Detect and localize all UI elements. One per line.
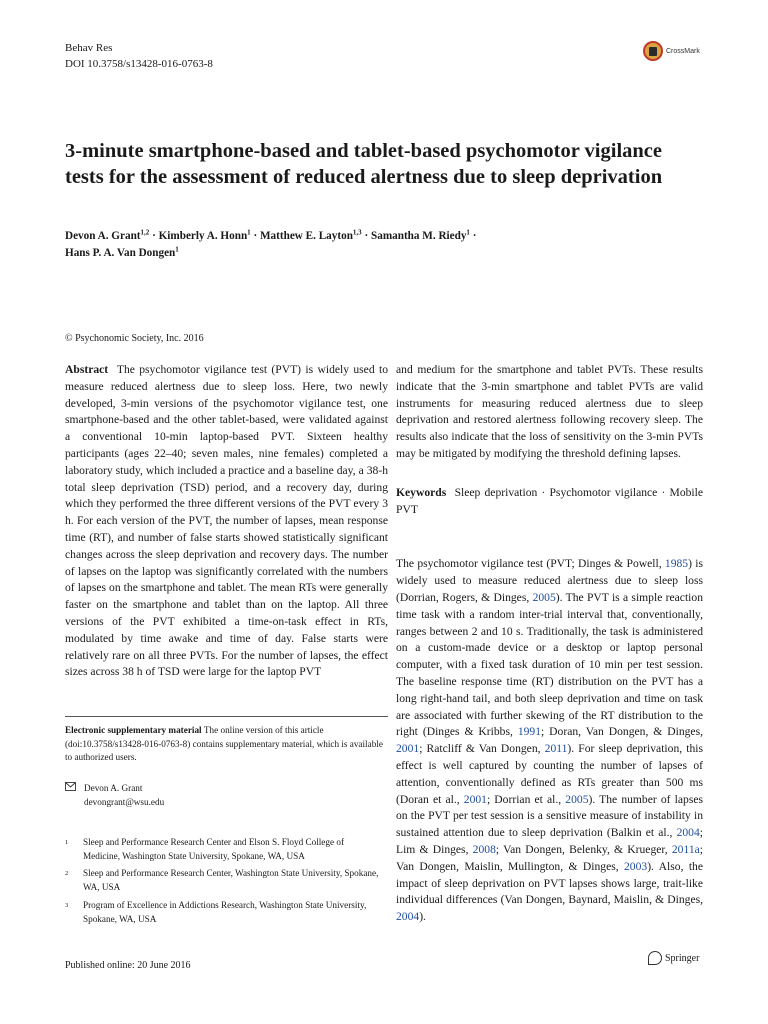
springer-horse-icon bbox=[648, 951, 662, 965]
abstract-paragraph bbox=[65, 362, 388, 681]
author-name[interactable]: Hans P. A. Van Dongen bbox=[65, 247, 176, 259]
keywords-text: Sleep deprivation · Psychomotor vigilance · Mobile PVT bbox=[396, 485, 704, 516]
author-name[interactable]: Devon A. Grant bbox=[65, 230, 141, 242]
affiliation-number: 3 bbox=[65, 902, 69, 909]
abstract-left-column bbox=[65, 362, 388, 681]
author-name[interactable]: Kimberly A. Honn bbox=[158, 230, 248, 242]
intro-text: ; Dorrian et al., bbox=[486, 792, 566, 806]
keywords-paragraph bbox=[396, 485, 703, 519]
citation-link[interactable]: 2003 bbox=[624, 859, 648, 873]
publisher-logo[interactable] bbox=[648, 951, 699, 965]
intro-text: ) is widely used to measure reduced alertness due to sleep loss (Dorrian, Rogers, & Dinges, bbox=[396, 557, 703, 604]
correspondence-email[interactable]: devongrant@wsu.edu bbox=[84, 796, 165, 807]
esm-text: The online version of this article (doi:10.3758/s13428-016-0763-8) contains supplementary material, which is available to authorized users. bbox=[65, 725, 383, 762]
author-affiliation: 1 bbox=[247, 228, 251, 237]
citation-link[interactable]: 2008 bbox=[472, 842, 496, 856]
citation-link[interactable]: 1985 bbox=[664, 557, 689, 571]
author-affiliation: 1 bbox=[175, 245, 179, 254]
intro-text: ; Van Dongen, Maislin, Mullington, & Dinges, bbox=[396, 842, 704, 873]
publisher-name: Springer bbox=[665, 952, 700, 964]
footnote-divider bbox=[65, 716, 388, 717]
citation-link[interactable]: 2011 bbox=[544, 742, 568, 756]
doi-line: DOI 10.3758/s13428-016-0763-8 bbox=[65, 58, 213, 70]
intro-text: ). The PVT is a simple reaction time task with a random inter-trial interval that, conventionally, ranges between 2 and 10 s. Traditionally, the task is administered on a custom-made device or a desktop or laptop personal computer, with a fixed task duration of 10 min per test session. The baseline response time (RT) distribution on the PVT has a long right-hand tail, and both sleep deprivation and time on task are associated with further skewing of the RT distribution to the right (Dinges & Kribbs, bbox=[396, 590, 703, 739]
affiliation-text: Sleep and Performance Research Center, Washington State University, Spokane, WA, USA bbox=[83, 868, 379, 892]
published-date: Published online: 20 June 2016 bbox=[65, 960, 191, 971]
citation-link[interactable]: 2005 bbox=[532, 590, 556, 604]
author-list: Devon A. Grant$^{1,2}$ · Kimberly A. Honn$^1$ · Matthew E. Layton$^{1,3}$ · Samantha M. Riedy$^1$ · Hans P. A. Van Dongen$^1$ bbox=[65, 228, 477, 259]
abstract-continuation: and medium for the smartphone and tablet PVTs. These results indicate that the 3-min smartphone and tablet PVTs are valid instruments for measuring reduced alertness due to sleep deprivation and restored alertness following recovery sleep. The results also indicate that the loss of sensitivity on the 3-min PVTs may be mitigated by modifying the threshold defining lapses. bbox=[396, 363, 703, 460]
introduction-paragraph bbox=[396, 556, 703, 926]
crossmark-icon bbox=[643, 41, 663, 61]
correspondence-block bbox=[65, 782, 164, 809]
author-affiliation: 1,2 bbox=[140, 228, 150, 237]
article-title: 3-minute smartphone-based and tablet-based psychomotor vigilance tests for the assessment of reduced alertness due to sleep deprivation bbox=[65, 140, 663, 188]
author-name[interactable]: Matthew E. Layton bbox=[260, 230, 353, 242]
intro-text: ; Van Dongen, Belenky, & Krueger, bbox=[495, 842, 672, 856]
esm-heading: Electronic supplementary material bbox=[65, 725, 202, 735]
supplementary-note bbox=[65, 724, 388, 765]
affiliation-text: Program of Excellence in Addictions Research, Washington State University, Spokane, WA, USA bbox=[83, 900, 367, 924]
intro-text: ). For sleep deprivation, this effect is well captured by counting the number of lapses of attention, conventionally defined as RTs greater than 500 ms (Doran et al., bbox=[396, 742, 704, 806]
affiliation-text: Sleep and Performance Research Center and Elson S. Floyd College of Medicine, Washington State University, Spokane, WA, USA bbox=[83, 837, 345, 861]
copyright-notice: © Psychonomic Society, Inc. 2016 bbox=[65, 333, 204, 344]
author-name[interactable]: Samantha M. Riedy bbox=[371, 230, 467, 242]
intro-text: The psychomotor vigilance test (PVT; Dinges & Powell, bbox=[396, 557, 665, 571]
citation-link[interactable]: 2005 bbox=[565, 792, 589, 806]
intro-text: ). bbox=[419, 910, 426, 924]
affiliation-item bbox=[65, 899, 388, 926]
affiliation-item bbox=[65, 836, 388, 863]
intro-text: ). Also, the impact of sleep deprivation on PVT lapses shows large, trait-like individual differences (Van Dongen, Baynard, Maislin, & Dinges, bbox=[396, 859, 704, 907]
citation-link[interactable]: 2001 bbox=[396, 742, 420, 756]
journal-name: Behav Res bbox=[65, 42, 113, 54]
citation-link[interactable]: 2001 bbox=[463, 792, 487, 806]
intro-text: ; Lim & Dinges, bbox=[396, 826, 703, 856]
intro-text: ; Doran, Van Dongen, & Dinges, bbox=[541, 725, 703, 739]
journal-header bbox=[65, 40, 213, 72]
intro-text: ). The number of lapses on the PVT per test session is a sensitive measure of instability in sustained attention due to sleep deprivation (Balkin et al., bbox=[396, 792, 703, 840]
crossmark-badge[interactable] bbox=[643, 41, 700, 61]
keywords-heading: Keywords bbox=[396, 485, 447, 499]
affiliation-item bbox=[65, 867, 388, 894]
intro-text: ; Ratcliff & Van Dongen, bbox=[419, 742, 545, 756]
affiliation-number: 1 bbox=[65, 839, 69, 846]
citation-link[interactable]: 2011a bbox=[671, 842, 700, 856]
affiliation-number: 2 bbox=[65, 870, 69, 877]
citation-link[interactable]: 2004 bbox=[396, 910, 420, 924]
correspondence-name: Devon A. Grant bbox=[84, 783, 143, 793]
abstract-text: The psychomotor vigilance test (PVT) is widely used to measure reduced alertness due to sleep loss. Here, two newly developed, 3-min versions of the psychomotor vigilance test, one smartphone-based and the other tablet-based, were validated against a conventional 10-min laptop-based PVT. Sixteen healthy participants (ages 22–40; seven males, nine females) completed a laboratory study, which included a practice and a baseline day, a 38-h total sleep deprivation (TSD) period, and a recovery day, during which they performed the three different versions of the PVT every 3 h. For each version of the PVT, the number of lapses, mean response time (RT), and number of false starts showed statistically significant changes across the sleep deprivation and recovery days. The number of lapses on the laptop was significantly correlated with the numbers of lapses on the smartphone and tablet. The mean RTs were generally faster on the smartphone and tablet than on the laptop. All three versions of the PVT exhibited a time-on-task effect in RTs, modulated by time awake and time of day. False starts were relatively rare on all three PVTs. For the number of lapses, the effect sizes across 38 h of TSD were large for the laptop PVT bbox=[65, 363, 388, 679]
abstract-heading: Abstract bbox=[65, 363, 109, 376]
citation-link[interactable]: 2004 bbox=[676, 826, 700, 840]
citation-link[interactable]: 1991 bbox=[517, 725, 542, 739]
crossmark-label: CrossMark bbox=[666, 47, 700, 55]
envelope-icon bbox=[65, 782, 76, 809]
author-affiliation: 1,3 bbox=[352, 228, 362, 237]
author-affiliation: 1 bbox=[466, 228, 470, 237]
right-column bbox=[396, 362, 703, 926]
